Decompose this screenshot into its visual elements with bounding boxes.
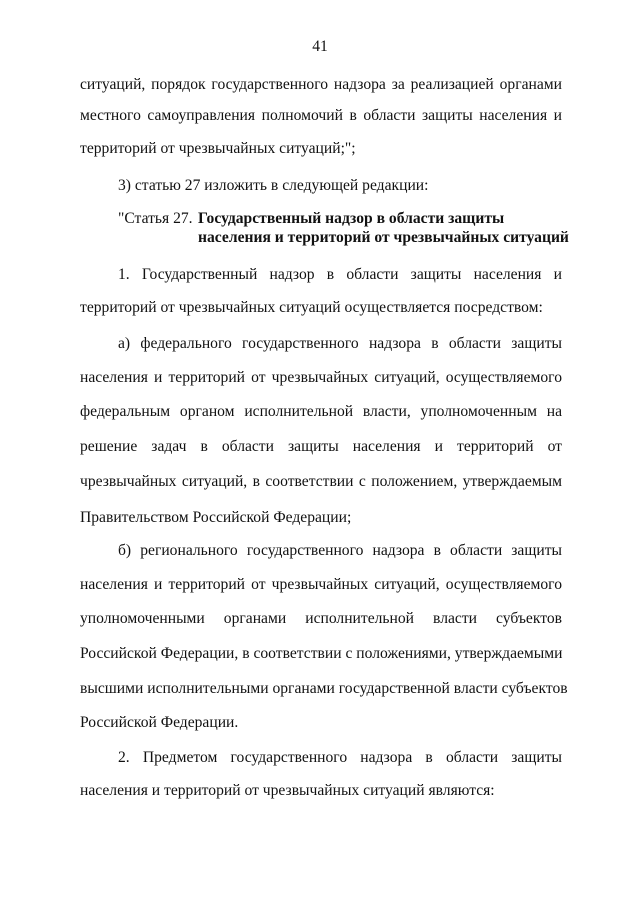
text-line: территорий от чрезвычайных ситуаций осуществляется посредством: — [80, 299, 543, 316]
text-line: Российской Федерации, в соответствии с положениями, утверждаемыми — [80, 645, 563, 662]
article-title-line: Государственный надзор в области защиты — [198, 210, 505, 227]
text-line: а) федерального государственного надзора в области защиты — [118, 335, 562, 352]
text-line: населения и территорий от чрезвычайных ситуаций, осуществляемого — [80, 576, 562, 593]
article-title-line: населения и территорий от чрезвычайных ситуаций — [198, 229, 569, 246]
page-number: 41 — [312, 38, 328, 55]
text-line: местного самоуправления полномочий в области защиты населения и — [80, 107, 562, 124]
text-line: чрезвычайных ситуаций, в соответствии с положением, утверждаемым — [80, 473, 562, 490]
text-line: б) регионального государственного надзора в области защиты — [118, 542, 562, 559]
text-line: Российской Федерации. — [80, 714, 239, 731]
article-label: "Статья 27. — [118, 210, 193, 227]
text-line: 3) статью 27 изложить в следующей редакции: — [118, 177, 429, 194]
text-line: высшими исполнительными органами государственной власти субъектов — [80, 680, 568, 697]
text-line: федеральным органом исполнительной власти, уполномоченным на — [80, 403, 562, 420]
text-line: населения и территорий от чрезвычайных ситуаций являются: — [80, 782, 495, 799]
text-line: ситуаций, порядок государственного надзора за реализацией органами — [80, 76, 562, 93]
text-line: 1. Государственный надзор в области защиты населения и — [118, 266, 562, 283]
text-line: уполномоченными органами исполнительной власти субъектов — [80, 610, 562, 627]
text-line: территорий от чрезвычайных ситуаций;"; — [80, 140, 356, 157]
text-line: 2. Предметом государственного надзора в области защиты — [118, 749, 562, 766]
text-line: решение задач в области защиты населения и территорий от — [80, 438, 562, 455]
text-line: населения и территорий от чрезвычайных ситуаций, осуществляемого — [80, 369, 562, 386]
text-line: Правительством Российской Федерации; — [80, 509, 352, 526]
